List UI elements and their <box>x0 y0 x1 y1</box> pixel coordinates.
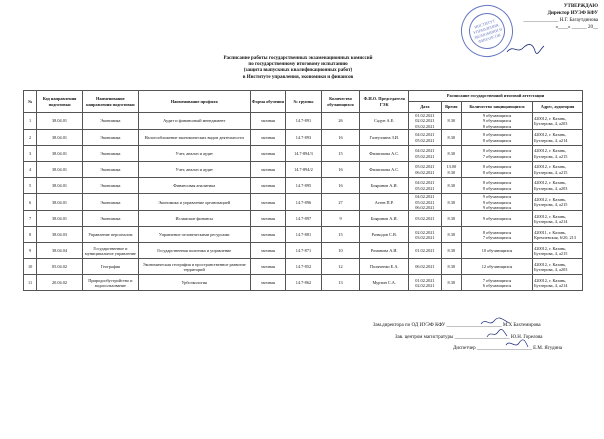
row-number: 1 <box>24 113 37 130</box>
header-code: Код направления подготовки <box>37 91 83 113</box>
approval-heading: УТВЕРЖДАЮ <box>563 4 598 9</box>
center-signature <box>486 328 508 340</box>
row-direction: Экономика <box>82 113 138 130</box>
row-number: 10 <box>24 259 37 275</box>
table-row <box>24 146 583 162</box>
row-chair: Филиппова А.С. <box>360 146 409 162</box>
footer-deputy: Зам.директора по ОД ИУЭФ КФУ ______________________ М.Х Бахтемирова <box>373 323 541 328</box>
row-time: 8.30 <box>441 243 461 259</box>
row-number: 11 <box>24 275 37 291</box>
row-dates: 01.02.2021 02.02.2021 <box>409 275 442 291</box>
row-address: 420012, г. Казань, Бутлерова, 4, а215 <box>533 146 583 162</box>
row-address: 420012, г. Казань, Бутлерова, 4, а215 <box>533 162 583 178</box>
row-address: 420012, г. Казань, Бутлерова, 4, а215 <box>533 243 583 259</box>
header-chair: Ф.И.О. Председателя ГЭК <box>360 91 409 113</box>
row-count: 16 <box>321 178 360 194</box>
row-direction: Управление персоналом <box>82 227 138 243</box>
row-dates: 06.02.2021 <box>409 259 442 275</box>
row-students: 8 обучающихся 7 обучающихся <box>461 227 532 243</box>
row-code: 38.04.04 <box>37 243 83 259</box>
row-count: 26 <box>321 113 360 130</box>
row-group: 14.7-891 <box>286 113 322 130</box>
row-time: 8.30 <box>441 194 461 211</box>
row-students: 10 обучающихся <box>461 243 532 259</box>
row-code: 38.04.01 <box>37 162 83 178</box>
row-direction: Экономика <box>82 178 138 194</box>
deputy-name: М.Х Бахтемирова <box>502 323 541 328</box>
row-chair: Галеуллина З.И. <box>360 130 409 146</box>
director-signature <box>505 42 545 56</box>
title-line-4: в Институте управления, экономики и финансов <box>242 74 354 80</box>
schedule-table <box>23 90 583 291</box>
stamp-text: ИНСТИТУТ УПРАВЛЕНИЯ, ЭКОНОМИКИ И ФИНАНСОВ <box>464 8 509 53</box>
header-date: Дата <box>409 102 442 113</box>
row-profile: Урбоэкология <box>138 275 250 291</box>
table-row <box>24 227 583 243</box>
header-profile: Наименование профиля <box>138 91 250 113</box>
row-chair: Филиппова А.С. <box>360 162 409 178</box>
row-number: 5 <box>24 178 37 194</box>
row-dates: 04.02.2021 05.02.2021 <box>409 130 442 146</box>
approval-date: «____» ______ 20__ <box>555 25 598 30</box>
row-students: 9 обучающихся 9 обучающихся 9 обучающихся <box>461 194 532 211</box>
row-code: 38.04.01 <box>37 211 83 227</box>
row-number: 3 <box>24 146 37 162</box>
deputy-signature <box>480 316 510 328</box>
row-form: заочная <box>250 162 286 178</box>
footer-center: Зав. центром магистратуры ______________________ Ю.Н. Горелова <box>395 335 543 340</box>
row-count: 12 <box>321 259 360 275</box>
row-form: заочная <box>250 146 286 162</box>
row-number: 8 <box>24 227 37 243</box>
row-chair: Бояринов А.И. <box>360 211 409 227</box>
row-group: 14.7-862 <box>286 275 322 291</box>
row-count: 16 <box>321 130 360 146</box>
header-address: Адрес, аудитория <box>533 102 583 113</box>
table-row <box>24 113 583 130</box>
row-profile: Учет, анализ и аудит <box>138 146 250 162</box>
row-direction: Экономика <box>82 162 138 178</box>
row-number: 6 <box>24 194 37 211</box>
row-time: 8.30 <box>441 211 461 227</box>
row-profile: Финансовая аналитика <box>138 178 250 194</box>
row-direction: Экономика <box>82 211 138 227</box>
header-form: Форма обучения <box>250 91 286 113</box>
row-form: заочная <box>250 130 286 146</box>
row-group: 14.7-893 <box>286 130 322 146</box>
row-code: 38.04.01 <box>37 178 83 194</box>
row-time: 8.30 <box>441 113 461 130</box>
row-time: 8.30 <box>441 259 461 275</box>
row-count: 16 <box>321 162 360 178</box>
table-row <box>24 162 583 178</box>
row-group: 14.7-897 <box>286 211 322 227</box>
row-address: 420012, г. Казань, Бутлерова, 4, а214 <box>533 130 583 146</box>
row-direction: Природообустройство и водопользование <box>82 275 138 291</box>
dispatcher-name: Е.М. Ягудина <box>533 346 563 351</box>
row-form: заочная <box>250 259 286 275</box>
row-group: 14.7-871 <box>286 243 322 259</box>
row-code: 38.04.01 <box>37 194 83 211</box>
table-row <box>24 130 583 146</box>
row-profile: Аудит и финансовый менеджмент <box>138 113 250 130</box>
row-profile: Государственная политика и управление <box>138 243 250 259</box>
row-group: 14.7-852 <box>286 259 322 275</box>
row-students: 8 обучающихся 8 обучающихся <box>461 130 532 146</box>
row-time: 13.00 8.30 <box>441 162 461 178</box>
header-num: № <box>24 91 37 113</box>
row-group: 14.7-881 <box>286 227 322 243</box>
table-row <box>24 259 583 275</box>
row-count: 13 <box>321 275 360 291</box>
row-address: 420012, г. Казань, Бутлерова, 4, а214 <box>533 211 583 227</box>
row-time: 8.30 <box>441 227 461 243</box>
row-dates: 03.02.2021 <box>409 211 442 227</box>
dispatcher-label: Диспетчер <box>453 346 476 351</box>
table-row <box>24 178 583 194</box>
footer-dispatcher: Диспетчер ______________________ Е.М. Ягудина <box>453 346 563 351</box>
row-address: 420012, г. Казань, Бутлерова, 4, а203 <box>533 178 583 194</box>
header-time: Время <box>441 102 461 113</box>
row-address: 420012, г. Казань, Бутлерова, 4, а203 <box>533 259 583 275</box>
title-line-1: Расписание работы государственных экзаменационных комиссий <box>223 56 373 61</box>
row-group: 14.7-894/3 <box>286 146 322 162</box>
row-chair: Бояринов А.И. <box>360 178 409 194</box>
row-time: 8.30 <box>441 130 461 146</box>
row-form: заочная <box>250 227 286 243</box>
center-label: Зав. центром магистратуры <box>395 335 454 340</box>
table-row <box>24 275 583 291</box>
row-code: 38.04.01 <box>37 130 83 146</box>
row-count: 15 <box>321 227 360 243</box>
row-time: 8.30 <box>441 178 461 194</box>
row-direction: Государственное и муниципальное управление <box>82 243 138 259</box>
header-group: № группы <box>286 91 322 113</box>
row-group: 14.7-894/2 <box>286 162 322 178</box>
row-direction: Экономика <box>82 194 138 211</box>
row-profile: Учет, анализ и аудит <box>138 162 250 178</box>
row-number: 7 <box>24 211 37 227</box>
row-students: 9 обучающихся 9 обучающихся 8 обучающихся <box>461 113 532 130</box>
row-students: 9 обучающихся <box>461 211 532 227</box>
table-row <box>24 243 583 259</box>
row-address: 420012, г. Казань, Бутлерова, 4, а214 <box>533 275 583 291</box>
row-chair: Мурзин С.А. <box>360 275 409 291</box>
approval-signer: ______________ Н.Г. Багаутдинова <box>523 18 598 23</box>
row-dates: 04.02.2021 05.02.2021 <box>409 146 442 162</box>
row-form: заочная <box>250 194 286 211</box>
row-students: 8 обучающихся 8 обучающихся <box>461 178 532 194</box>
row-code: 38.04.01 <box>37 113 83 130</box>
row-profile: Экономика и управление организацией <box>138 194 250 211</box>
table-row <box>24 194 583 211</box>
center-name: Ю.Н. Горелова <box>510 335 543 340</box>
row-students: 7 обучающихся 6 обучающихся <box>461 275 532 291</box>
header-direction: Наименование направления подготовки <box>82 91 138 113</box>
row-dates: 04.02.2021 05.02.2021 06.02.2021 <box>409 194 442 211</box>
row-number: 4 <box>24 162 37 178</box>
row-direction: Экономика <box>82 146 138 162</box>
row-form: заочная <box>250 178 286 194</box>
header-count: Количество обучающихся <box>321 91 360 113</box>
row-time: 8.30 <box>441 146 461 162</box>
title-line-2: по государственному итоговому испытанию <box>248 62 348 68</box>
row-group: 14.7-896 <box>286 194 322 211</box>
row-address: 420012, г. Казань, Бутлерова, 4, а215 <box>533 194 583 211</box>
row-count: 15 <box>321 146 360 162</box>
row-form: заочная <box>250 243 286 259</box>
row-dates: 04.02.2021 05.02.2021 <box>409 178 442 194</box>
row-code: 38.04.03 <box>37 227 83 243</box>
row-chair: Романова А.И. <box>360 243 409 259</box>
row-code: 38.04.01 <box>37 146 83 162</box>
row-direction: Экономика <box>82 130 138 146</box>
row-profile: Управление человеческими ресурсами <box>138 227 250 243</box>
table-row <box>24 211 583 227</box>
row-form: заочная <box>250 113 286 130</box>
dispatcher-signature <box>505 338 529 350</box>
approval-position: Директор ИУЭФ КФУ <box>547 11 598 16</box>
row-count: 10 <box>321 243 360 259</box>
row-address: 420011, г. Казань, Кремлевская, 6/20, 213 <box>533 227 583 243</box>
header-schedule: Расписание государственной итоговой аттестации <box>409 91 583 102</box>
row-chair: Садун А.Е. <box>360 113 409 130</box>
row-chair: Агеев П.Р. <box>360 194 409 211</box>
row-number: 9 <box>24 243 37 259</box>
row-count: 27 <box>321 194 360 211</box>
header-students: Количество защищающихся <box>461 102 532 113</box>
row-dates: 02.02.2021 03.02.2021 <box>409 227 442 243</box>
row-number: 2 <box>24 130 37 146</box>
row-chair: Разводов С.В. <box>360 227 409 243</box>
title-line-3: (защита выпускных квалификационных работ) <box>243 68 353 74</box>
row-profile: Экономическая география и пространственное развитие территорий <box>138 259 250 275</box>
row-code: 05.04.02 <box>37 259 83 275</box>
row-dates: 05.02.2021 06.02.2021 <box>409 162 442 178</box>
row-group: 14.7-895 <box>286 178 322 194</box>
row-chair: Поляченко Е.А. <box>360 259 409 275</box>
row-direction: География <box>82 259 138 275</box>
row-count: 9 <box>321 211 360 227</box>
row-profile: Исламские финансы <box>138 211 250 227</box>
row-dates: 01.02.2021 02.02.2021 03.02.2021 <box>409 113 442 130</box>
row-address: 420012, г. Казань, Бутлерова, 4, а203 <box>533 113 583 130</box>
row-students: 8 обучающихся 7 обучающихся <box>461 146 532 162</box>
row-students: 12 обучающихся <box>461 259 532 275</box>
table-body <box>24 113 583 291</box>
row-code: 20.04.02 <box>37 275 83 291</box>
row-time: 8.30 <box>441 275 461 291</box>
row-dates: 01.02.2021 <box>409 243 442 259</box>
document-title <box>150 56 446 81</box>
row-form: заочная <box>250 211 286 227</box>
row-students: 8 обучающихся 8 обучающихся <box>461 162 532 178</box>
row-profile: Налогообложение экономических видов деятельности <box>138 130 250 146</box>
row-form: заочная <box>250 275 286 291</box>
deputy-label: Зам.директора по ОД ИУЭФ КФУ <box>373 323 446 328</box>
